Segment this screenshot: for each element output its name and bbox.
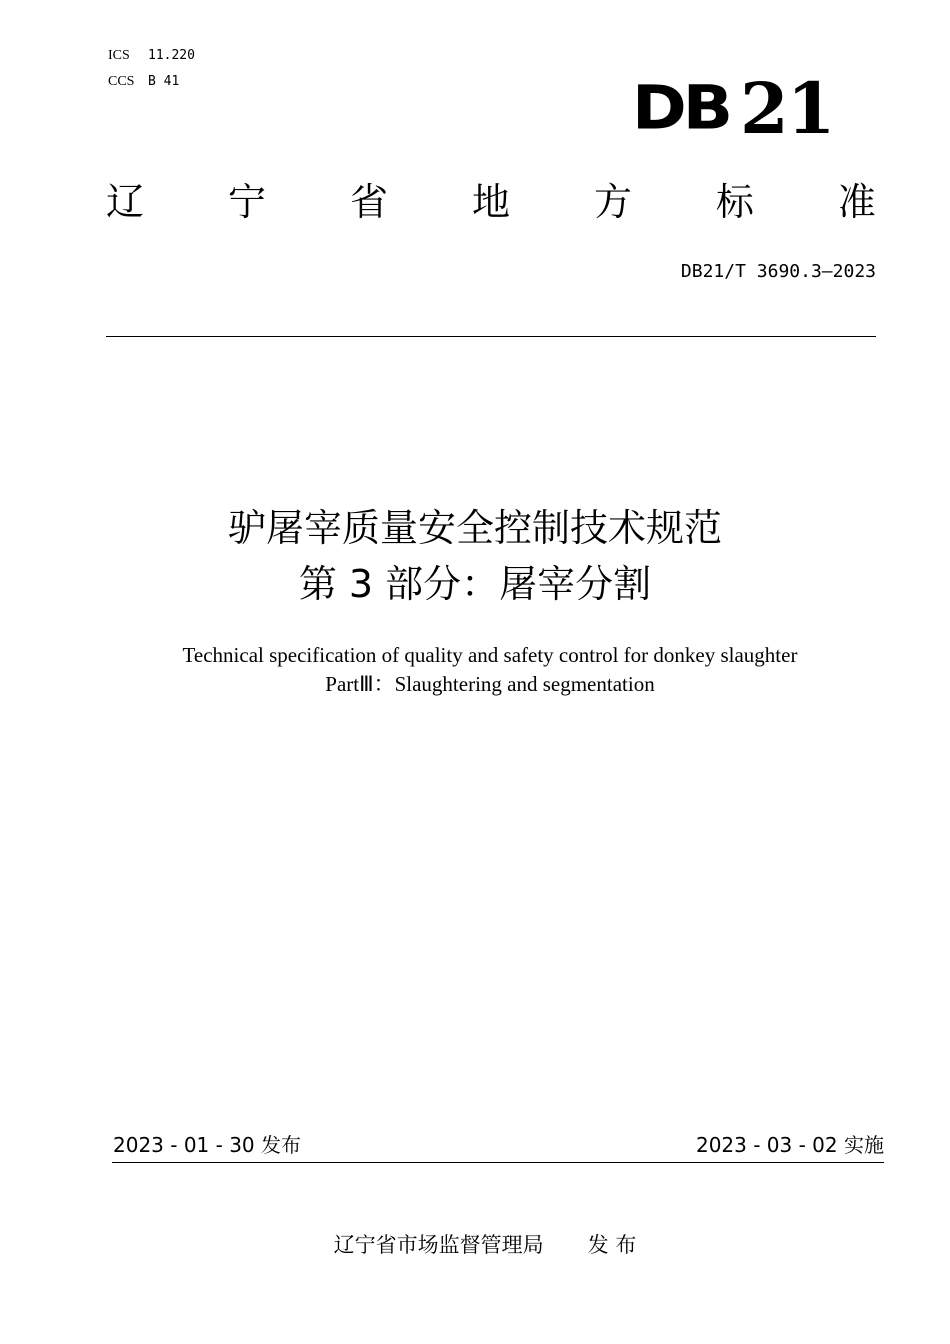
title-cn-line1: 驴屠宰质量安全控制技术规范 [227, 506, 722, 550]
ccs-line [108, 73, 179, 90]
bottom-divider [112, 1162, 884, 1163]
ics-value: 11.220 [148, 48, 195, 63]
title-cn-line2: 第 3 部分：屠宰分割 [298, 562, 652, 606]
title-en-line1: Technical specification of quality and safety control for donkey slaughter [182, 643, 798, 667]
standard-type-char: 辽 [106, 180, 145, 224]
issuer-action: 发 布 [587, 1233, 637, 1257]
issuer-name: 辽宁省市场监督管理局 [333, 1233, 544, 1257]
ccs-value: B 41 [148, 74, 180, 89]
ccs-label: CCS [108, 74, 135, 89]
implementation-date: 2023 - 03 - 02 实施 [695, 1133, 884, 1157]
ics-line [108, 47, 195, 64]
standard-type-char: 宁 [227, 180, 266, 224]
release-date: 2023 - 01 - 30 发布 [113, 1133, 302, 1157]
standard-type-char: 标 [715, 180, 754, 224]
standard-type-char: 方 [593, 180, 632, 224]
title-en-line2: PartⅢ：Slaughtering and segmentation [325, 672, 655, 696]
standard-type-heading [106, 180, 876, 224]
top-divider [106, 336, 876, 337]
standard-type-char: 准 [837, 180, 876, 224]
logo-number: 21 [740, 67, 834, 150]
logo-prefix: DB [632, 72, 730, 144]
standard-type-char: 省 [349, 180, 388, 224]
standard-code: DB21/T 3690.3—2023 [680, 261, 876, 282]
standard-type-char: 地 [471, 180, 510, 224]
db21-logo [632, 67, 842, 150]
ics-label: ICS [108, 48, 130, 63]
issuer-line [0, 1232, 950, 1258]
